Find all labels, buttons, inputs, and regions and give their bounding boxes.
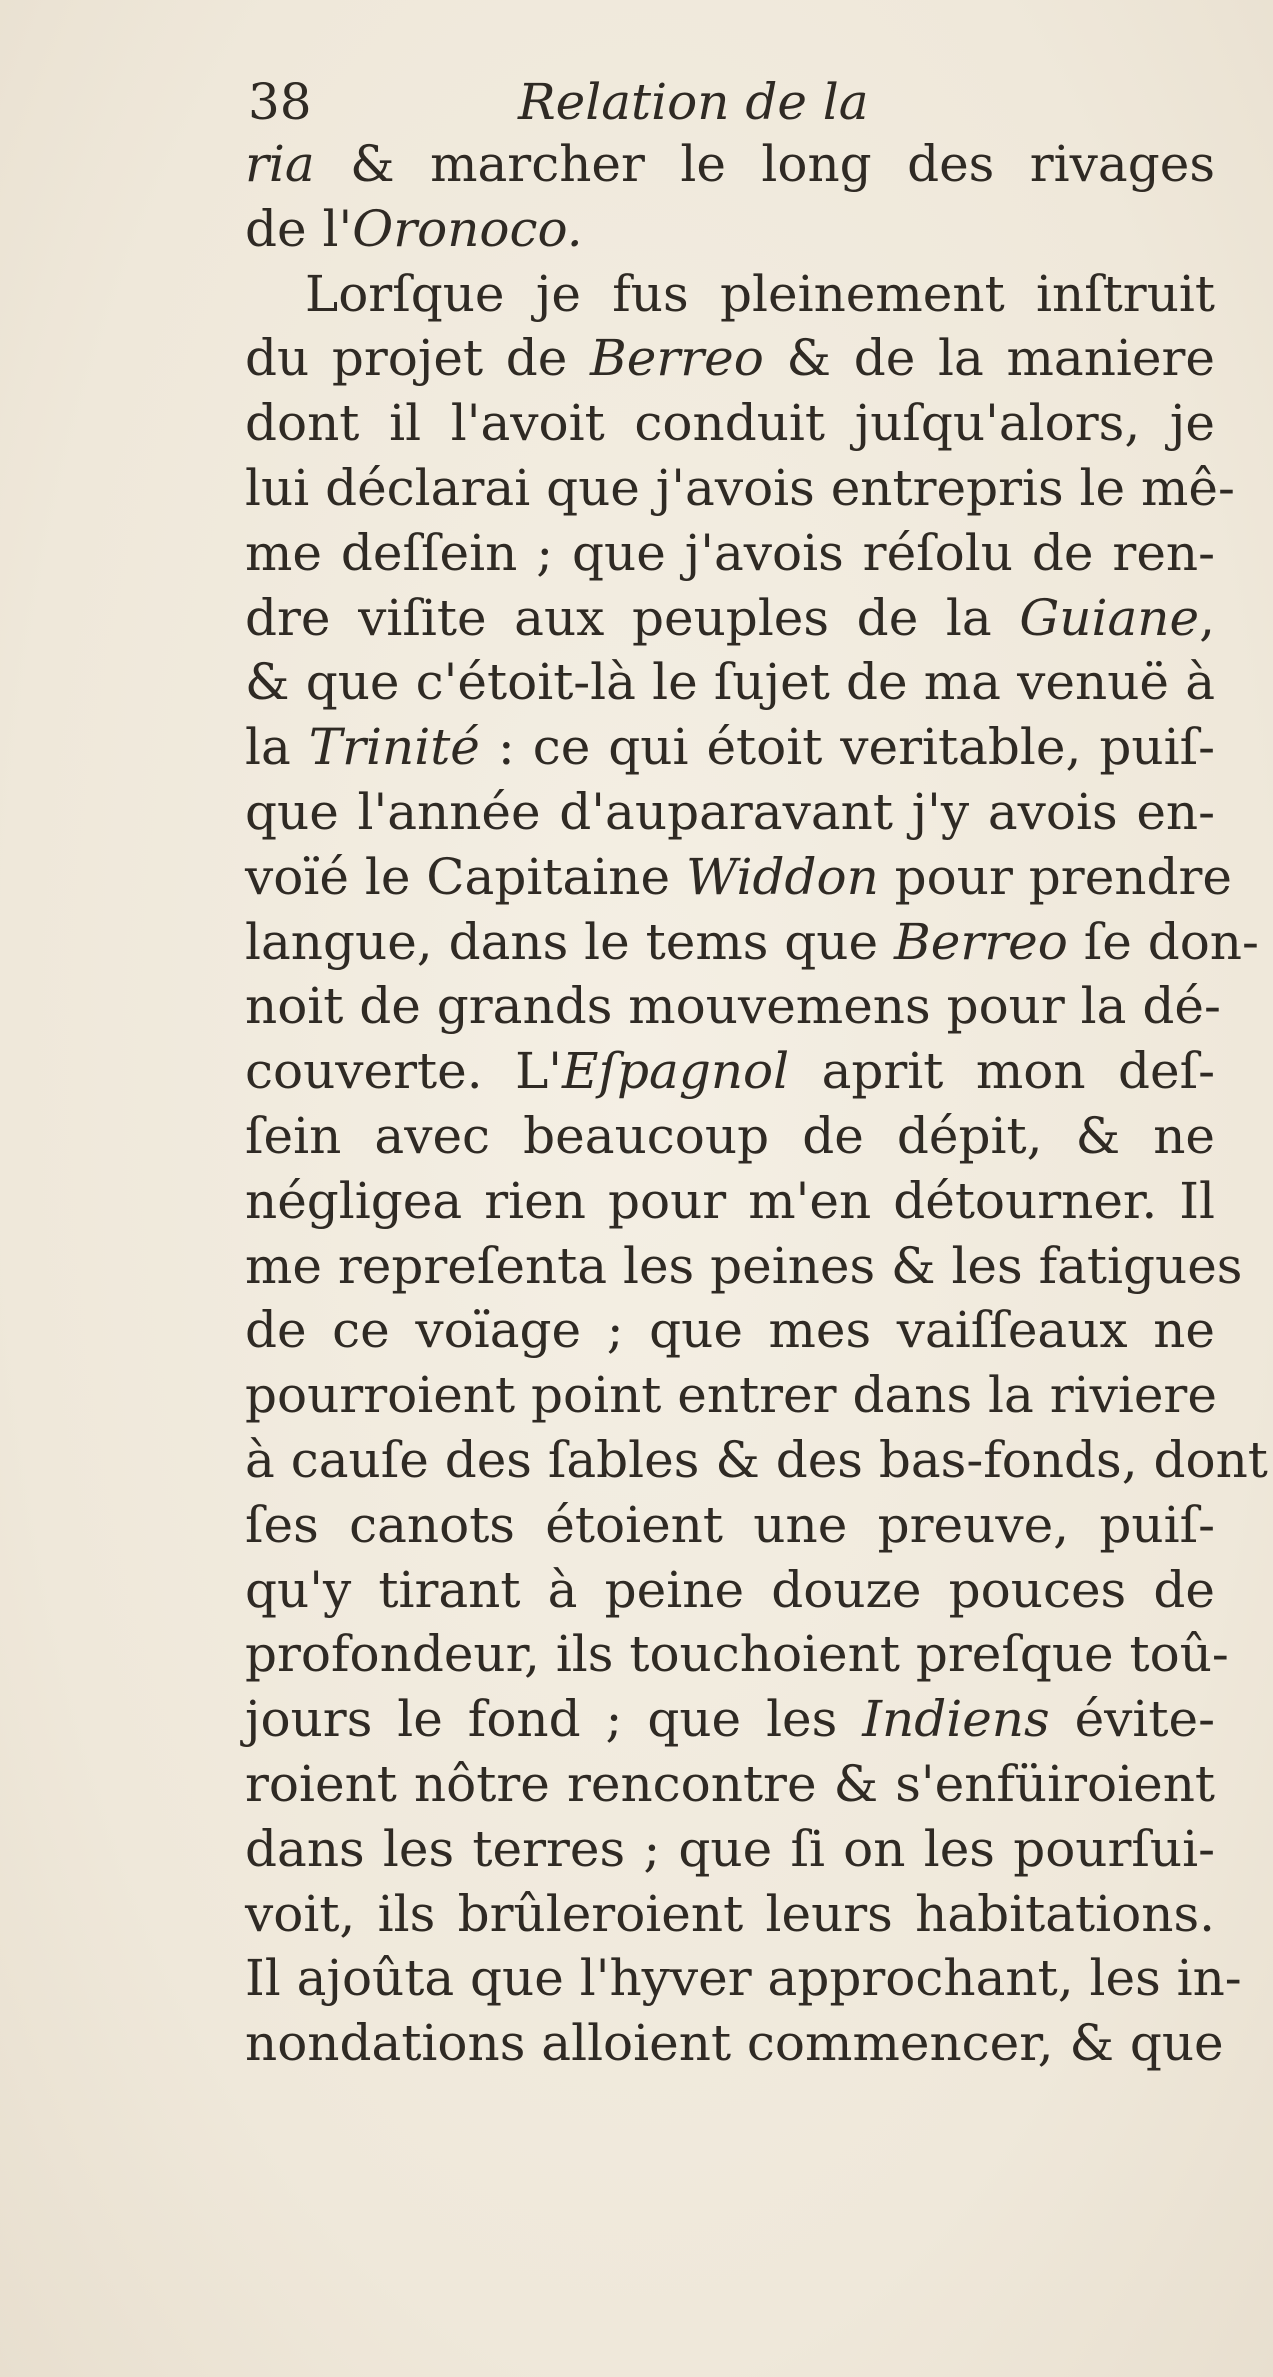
text-run: : ce qui étoit veritable, puiſ- xyxy=(479,718,1215,777)
text-line xyxy=(245,1363,1215,1428)
text-run: de ce voïage ; que mes vaiſſeaux ne xyxy=(245,1301,1215,1360)
text-run: couverte. L' xyxy=(245,1042,563,1101)
text-run: négligea rien pour m'en détourner. Il xyxy=(245,1171,1215,1230)
text-run: dans les terres ; que ſi on les pourſui- xyxy=(245,1819,1215,1878)
text-line xyxy=(245,1817,1215,1882)
text-line xyxy=(245,521,1215,586)
text-line xyxy=(245,650,1215,715)
italic-text: Widdon xyxy=(685,847,879,906)
text-line xyxy=(245,910,1259,975)
text-line xyxy=(245,1234,1243,1299)
text-line xyxy=(245,974,1221,1039)
text-line xyxy=(245,456,1235,521)
italic-text: Trinité xyxy=(308,718,480,777)
text-run: & marcher le long des rivages xyxy=(314,135,1215,193)
page-header xyxy=(248,62,938,142)
text-run: à cauſe des ſables & des bas-fonds, dont xyxy=(245,1430,1268,1489)
text-run: ſein avec beaucoup de dépit, & ne xyxy=(245,1106,1215,1165)
text-line xyxy=(245,1428,1268,1493)
text-run: ſe don- xyxy=(1067,912,1259,971)
text-run: dont il l'avoit conduit juſqu'alors, je xyxy=(245,394,1215,453)
text-run: me deſſein ; que j'avois réſolu de ren- xyxy=(245,523,1215,582)
text-run: voit, ils brûleroient leurs habitations. xyxy=(245,1884,1215,1943)
text-run: nondations alloient commencer, & que xyxy=(245,2014,1224,2073)
text-line xyxy=(245,1104,1215,1169)
text-run: aprit mon deſ- xyxy=(789,1042,1215,1101)
italic-text: Eſpagnol xyxy=(562,1042,790,1101)
text-run: Lorſque je fus pleinement inſtruit xyxy=(305,264,1215,323)
text-run: noit de grands mouvemens pour la dé- xyxy=(245,977,1221,1036)
text-run: lui déclarai que j'avois entrepris le mê- xyxy=(245,458,1235,517)
text-run: & de la maniere xyxy=(763,329,1215,388)
text-run: pourroient point entrer dans la riviere xyxy=(245,1366,1217,1425)
text-run: la xyxy=(245,718,309,777)
text-run: langue, dans le tems que xyxy=(245,912,894,971)
text-run: que l'année d'auparavant j'y avois en- xyxy=(245,782,1215,841)
text-run: , xyxy=(1199,588,1215,647)
text-run: voïé le Capitaine xyxy=(245,847,686,906)
page-number: 38 xyxy=(248,73,312,131)
text-run: ſes canots étoient une preuve, puiſ- xyxy=(245,1495,1215,1554)
italic-text: Oronoco. xyxy=(352,199,583,258)
text-line xyxy=(245,132,1215,197)
text-line xyxy=(245,1946,1242,2011)
body-text xyxy=(245,132,1268,2076)
italic-text: Berreo xyxy=(590,329,764,388)
text-run: Il ajoûta que l'hyver approchant, les in- xyxy=(245,1949,1242,2008)
text-run: du projet de xyxy=(245,329,591,388)
text-run: dre viſite aux peuples de la xyxy=(245,588,1020,647)
text-run: jours le fond ; que les xyxy=(245,1690,863,1749)
text-line xyxy=(245,1622,1229,1687)
text-line xyxy=(245,1882,1215,1947)
text-line xyxy=(245,845,1232,910)
text-line xyxy=(245,1493,1215,1558)
text-line xyxy=(245,1558,1215,1623)
text-line xyxy=(245,391,1215,456)
text-run: profondeur, ils touchoient preſque toû- xyxy=(245,1625,1229,1684)
italic-text: Berreo xyxy=(893,912,1068,971)
text-run: me repreſenta les peines & les fatigues xyxy=(245,1236,1243,1295)
text-line xyxy=(245,715,1215,780)
text-line xyxy=(245,326,1215,391)
text-line xyxy=(245,197,1215,262)
text-line xyxy=(245,1298,1215,1363)
italic-text: Guiane xyxy=(1019,588,1200,647)
text-line xyxy=(245,1039,1215,1104)
italic-text: Indiens xyxy=(862,1690,1050,1749)
text-run: évite- xyxy=(1049,1690,1215,1749)
text-line xyxy=(245,2011,1224,2076)
text-run: de l' xyxy=(245,199,353,258)
text-line xyxy=(245,1169,1215,1234)
text-line xyxy=(245,262,1215,327)
text-run: & que c'étoit-là le ſujet de ma venuë à xyxy=(245,653,1215,712)
italic-text: ria xyxy=(245,135,315,193)
text-line xyxy=(245,1752,1215,1817)
text-run: pour prendre xyxy=(878,847,1232,906)
text-run: qu'y tirant à peine douze pouces de xyxy=(245,1560,1215,1619)
text-line xyxy=(245,1687,1215,1752)
text-line xyxy=(245,586,1215,651)
running-title: Relation de la xyxy=(518,73,869,131)
text-line xyxy=(245,780,1215,845)
text-run: roient nôtre rencontre & s'enfüiroient xyxy=(245,1754,1215,1813)
